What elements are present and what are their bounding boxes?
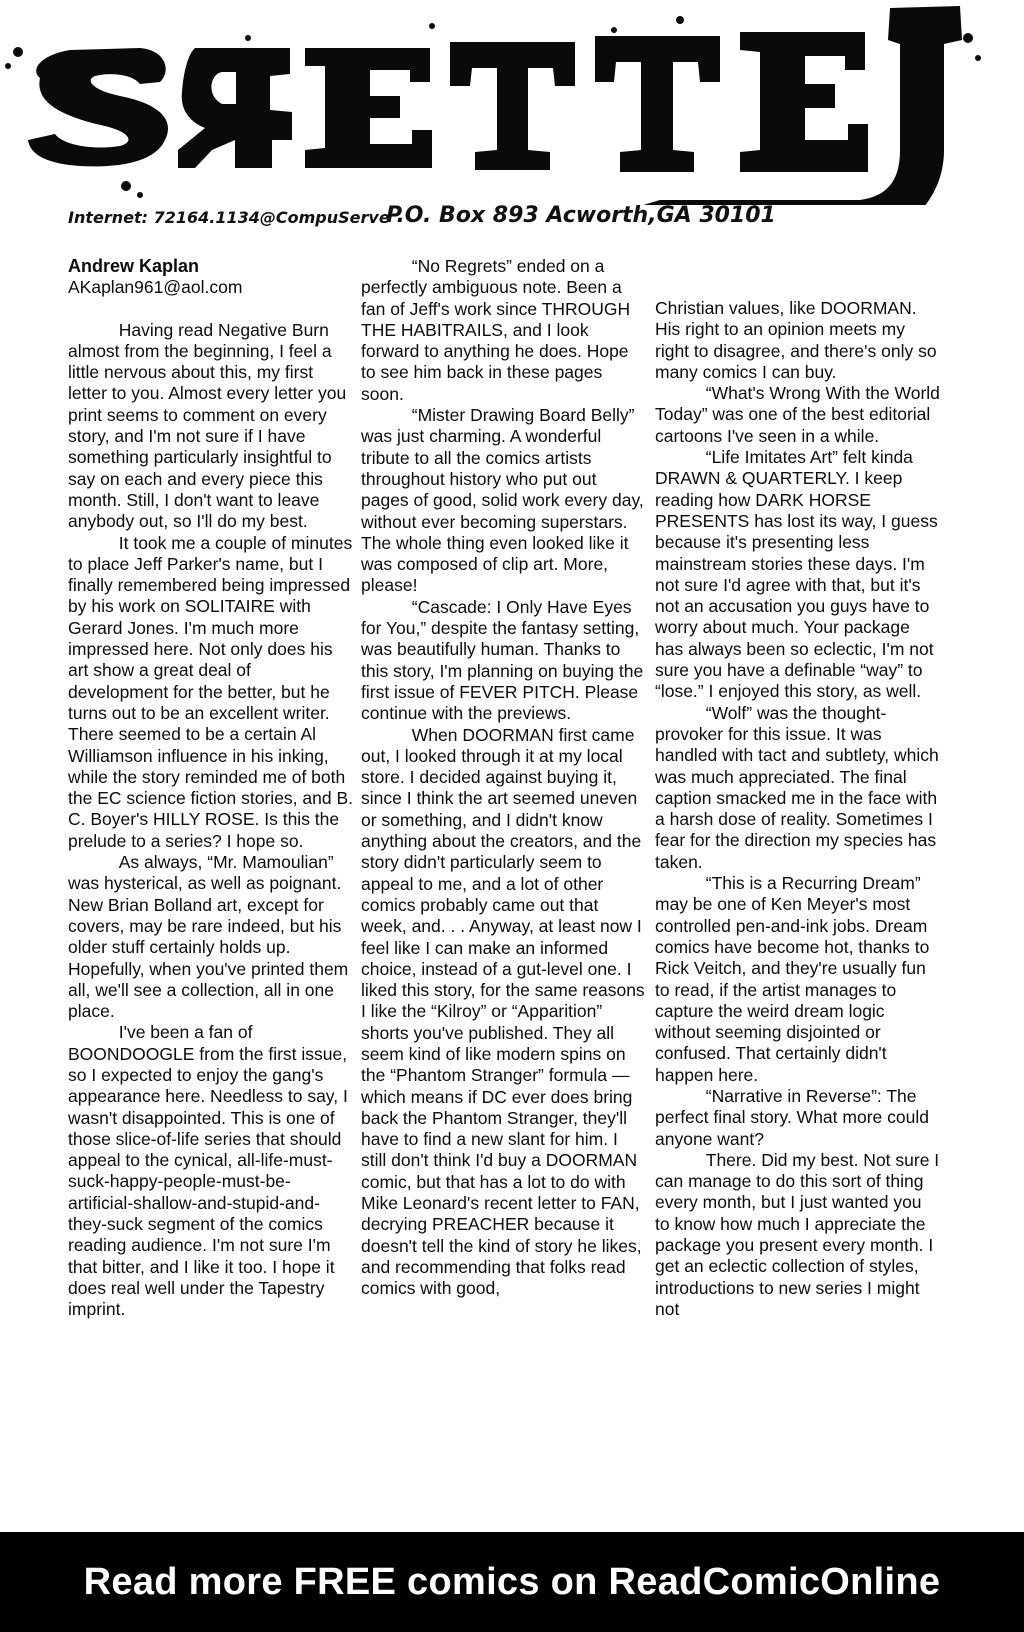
- paragraph: Christian values, like DOORMAN. His right to an opinion meets my right to disagree, and there's only so many comics I can buy.: [655, 298, 937, 382]
- postal-address: P.O. Box 893 Acworth,GA 30101: [386, 203, 776, 228]
- paragraph: “Narrative in Reverse”: The perfect final story. What more could anyone want?: [655, 1085, 929, 1149]
- paragraph: I've been a fan of BOONDOOGLE from the first issue, so I expected to enjoy the gang's appearance here. Needless to say, I wasn't disappointed. This is one of those slice-of-life series that should appeal to the cynical, all-life-must-suck-happy-people-must-be-artificial-shallow-and-stupid-and-they-suck segment of the comics reading audience. I'm not sure I'm that bitter, and I like it too. I hope it does real well under the Tapestry imprint.: [68, 1022, 348, 1320]
- paragraph: Having read Negative Burn almost from the beginning, I feel a little nervous about this, my first letter to you. Almost every letter you print seems to comment on every story, and I'm not sure if I have something particularly insightful to say on each and every piece this month. Still, I don't want to leave anybody out, so I'll do my best.: [68, 319, 347, 532]
- internet-contact: Internet: 72164.1134@CompuServe: [68, 208, 390, 227]
- letter-author: Andrew Kaplan: [68, 256, 200, 276]
- paragraph: “What's Wrong With the World Today” was one of the best editorial cartoons I've seen in a while.: [655, 383, 940, 446]
- author-email: AKaplan961@aol.com: [68, 277, 243, 298]
- paragraph: There. Did my best. Not sure I can manage to do this sort of thing every month, but I just wanted you to know how much I appreciate the package you present every month. I get an eclectic collection of styles, introductions to new series I might not: [655, 1149, 940, 1319]
- paragraph: “No Regrets” ended on a perfectly ambiguous note. Been a fan of Jeff's work since THROUGH THE HABITRAILS, and I look forward to anything he does. Hope to see him back in these pages soon.: [361, 256, 631, 404]
- letter-column-2: [361, 256, 646, 1300]
- letter-column-3: [655, 298, 940, 1320]
- paragraph: “Wolf” was the thought-provoker for this issue. It was handled with tact and subtlety, which was much appreciated. The final caption smacked me in the face with a harsh dose of reality. Sometimes I fear for the direction my species has taken.: [655, 702, 939, 872]
- promo-banner[interactable]: [0, 1532, 1024, 1632]
- paragraph: It took me a couple of minutes to place Jeff Parker's name, but I finally remembered being impressed by his work on SOLITAIRE with Gerard Jones. I'm much more impressed here. Not only does his art show a great deal of development for the better, but he turns out to be an excellent writer. There seemed to be a certain Al Williamson influence in his inking, while the story reminded me of both the EC science fiction stories, and B. C. Boyer's HILLY ROSE. Is this the prelude to a series? I hope so.: [68, 532, 353, 851]
- paragraph: “Life Imitates Art” felt kinda DRAWN & QUARTERLY. I keep reading how DARK HORSE PRESENTS has lost its way, I guess because it's presenting less mainstream stories these days. I'm not sure I'd agree with that, but it's not an accusation you guys have to worry about much. Your package has always been so eclectic, I'm not sure you have a definable “way” to “lose.” I enjoyed this story, as well.: [655, 447, 938, 702]
- paragraph: “Cascade: I Only Have Eyes for You,” despite the fantasy setting, was beautifully human. Thanks to this story, I'm planning on buying the first issue of FEVER PITCH. Please continue with the previews.: [361, 596, 644, 724]
- letter-column-1: [68, 256, 353, 1321]
- paragraph: When DOORMAN first came out, I looked through it at my local store. I decided against buying it, since I think the art seemed uneven or something, and I didn't know anything about the creators, and the story didn't particularly seem to appeal to me, and a lot of other comics probably came out that week, and. . . Anyway, at least now I feel like I can make an informed choice, instead of a gut-level one. I liked this story, for the same reasons I like the “Kilroy” or “Apparition” shorts you've published. They all seem kind of like modern spins on the “Phantom Stranger” formula — which means if DC ever does bring back the Phantom Stranger, they'll have to find a new slant for him. I still don't think I'd buy a DOORMAN comic, but that has a lot to do with Mike Leonard's recent letter to FAN, decrying PREACHER because it doesn't tell the kind of story he likes, and recommending that folks read comics with good,: [361, 724, 645, 1299]
- ink-stamp-logo: [0, 0, 1024, 205]
- paragraph: As always, “Mr. Mamoulian” was hysterical, as well as poignant. New Brian Bolland art, except for covers, may be rare indeed, but his older stuff certainly holds up. Hopefully, when you've printed them all, we'll see a collection, all in one place.: [68, 852, 349, 1022]
- paragraph: “This is a Recurring Dream” may be one of Ken Meyer's most controlled pen-and-ink jobs. Dream comics have become hot, thanks to Rick Veitch, and they're usually fun to read, if the artist manages to capture the weird dream logic without seeming disjointed or confused. That certainly didn't happen here.: [655, 873, 930, 1085]
- paragraph: “Mister Drawing Board Belly” was just charming. A wonderful tribute to all the comics artists throughout history who put out pages of good, solid work every day, without ever becoming superstars. The whole thing even looked like it was composed of clip art. More, please!: [361, 405, 644, 596]
- masthead: [0, 0, 1024, 205]
- promo-banner-text[interactable]: Read more FREE comics on ReadComicOnline: [83, 1560, 941, 1603]
